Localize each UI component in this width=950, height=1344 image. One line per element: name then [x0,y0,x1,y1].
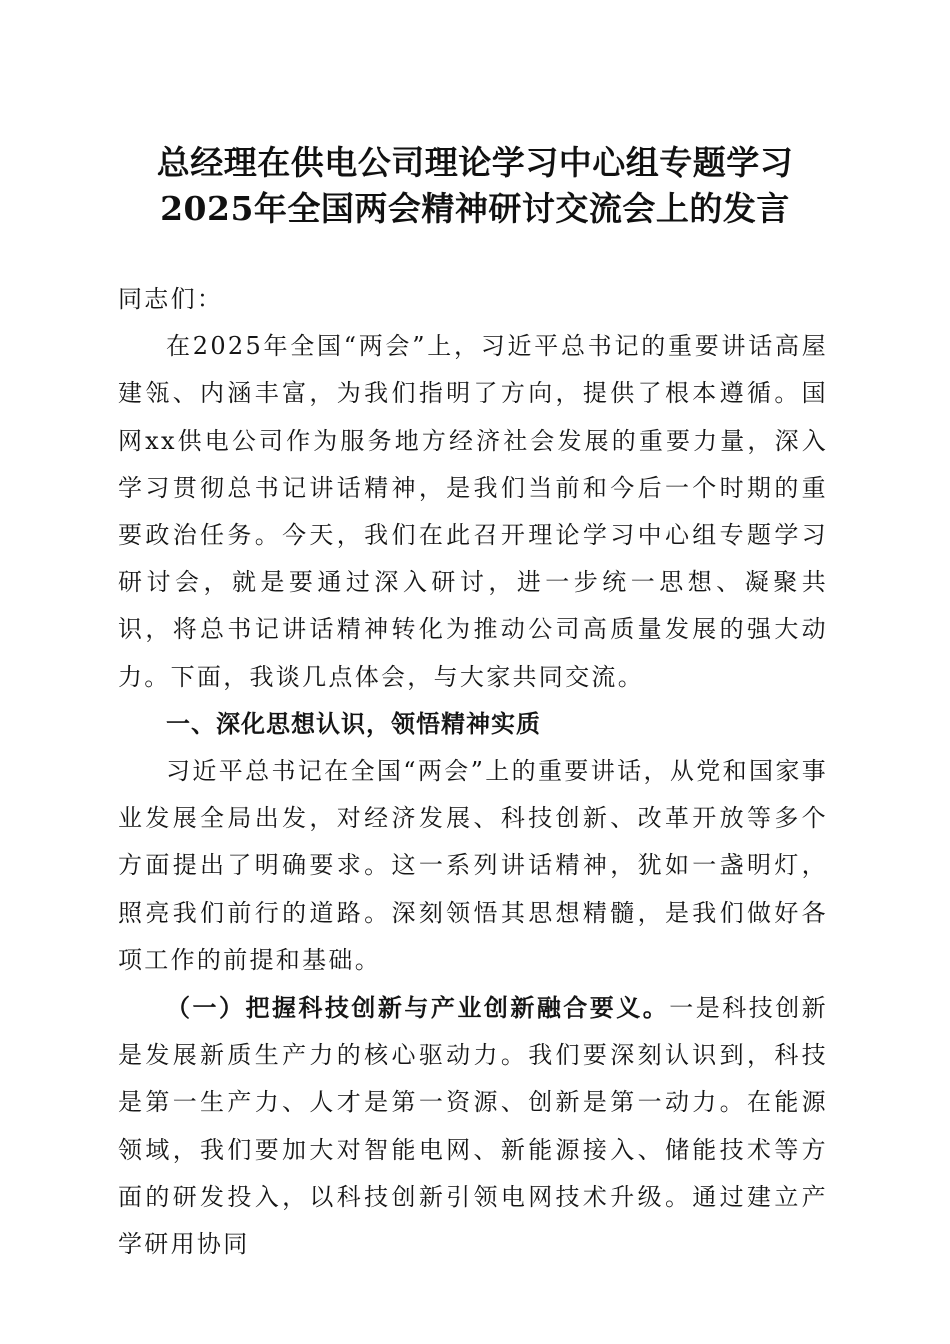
section-heading-1: 一、深化思想认识，领悟精神实质 [166,709,541,738]
title-line-1: 总经理在供电公司理论学习中心组专题学习 [156,143,794,182]
subsection-text-1: 一是科技创新是发展新质生产力的核心驱动力。我们要深刻认识到，科技是第一生产力、人才是第一资源、创新是第一动力。在能源领域，我们要加大对智能电网、新能源接入、储能技术等方面的研发投入，以科技创新引领电网技术升级。通过建立产学研用协同 [118,994,828,1259]
paragraph-section-1: 习近平总书记在全国“两会”上的重要讲话，从党和国家事业发展全局出发，对经济发展、科技创新、改革开放等多个方面提出了明确要求。这一系列讲话精神，犹如一盏明灯，照亮我们前行的道路。深刻领悟其思想精髓，是我们做好各项工作的前提和基础。 [118,757,828,974]
subsection-heading-1: （一）把握科技创新与产业创新融合要义。 [166,993,670,1023]
document-title [0,140,950,232]
document-body [118,276,828,1268]
paragraph-subsection-1 [118,984,828,1268]
title-line-2: 2025年全国两会精神研讨交流会上的发言 [160,189,790,228]
paragraph-intro: 在2025年全国“两会”上，习近平总书记的重要讲话高屋建瓴、内涵丰富，为我们指明了方向，提供了根本遵循。国网xx供电公司作为服务地方经济社会发展的重要力量，深入学习贯彻总书记讲话精神，是我们当前和今后一个时期的重要政治任务。今天，我们在此召开理论学习中心组专题学习研讨会，就是要通过深入研讨，进一步统一思想、凝聚共识，将总书记讲话精神转化为推动公司高质量发展的强大动力。下面，我谈几点体会，与大家共同交流。 [118,332,828,691]
salutation: 同志们： [118,285,224,313]
